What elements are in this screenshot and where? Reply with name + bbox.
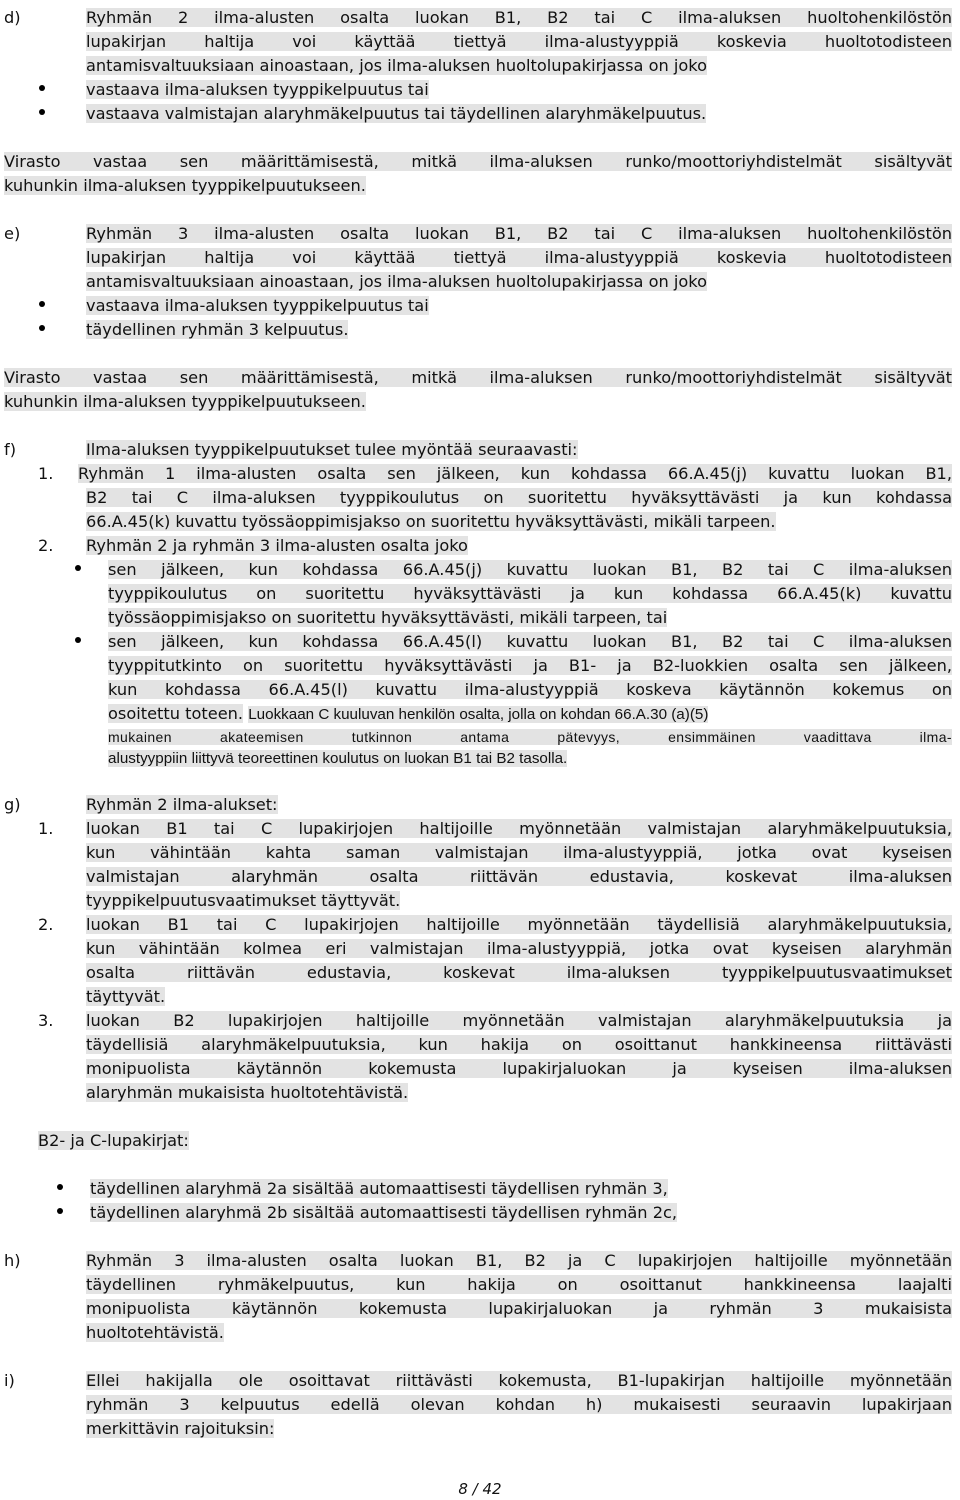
section-i-line: Ellei hakijalla ole osoittavat riittävästi kokemusta, B1-lupakirjan haltijoille myönnetään (86, 1371, 952, 1390)
section-f-bullet1-line: työssäoppimisjakso on suoritettu hyväksyttävästi, mikäli tarpeen, tai (108, 608, 668, 627)
section-f-item2-heading: Ryhmän 2 ja ryhmän 3 ilma-alusten osalta joko (86, 536, 468, 555)
section-g-item-line: tyyppikelpuutusvaatimukset täyttyvät. (86, 891, 401, 910)
section-f-item1-line: 66.A.45(k) kuvattu työssäoppimisjakso on suoritettu hyväksyttävästi, mikäli tarpeen. (86, 512, 776, 531)
list-number: 2. (38, 536, 54, 555)
bullet-icon (39, 85, 45, 91)
page-number: 8 / 42 (458, 1480, 502, 1498)
section-d-note: Virasto vastaa sen määrittämisestä, mitkä ilma-aluksen runko/moottoriyhdistelmät sisältyvät (4, 152, 952, 171)
section-f-bullet2-line: mukainen akateemisen tutkinnon antama pätevyys, ensimmäinen vaadittava ilma- (108, 729, 952, 745)
section-g-item-line: täyttyvät. (86, 987, 166, 1006)
section-e-bullet: vastaava ilma-aluksen tyyppikelpuutus tai (86, 296, 429, 315)
section-d-line: lupakirjan haltija voi käyttää tiettyä ilma-alustyyppiä koskevia huoltotodisteen (86, 32, 952, 51)
section-label-f: f) (4, 440, 17, 459)
section-d-line: antamisvaltuuksiaan ainoastaan, jos ilma-aluksen huoltolupakirjassa on joko (86, 56, 707, 75)
section-e-note: Virasto vastaa sen määrittämisestä, mitkä ilma-aluksen runko/moottoriyhdistelmät sisältyvät (4, 368, 952, 387)
section-g-item-line: kun vähintään kolmea eri valmistajan ilma-alustyyppiä, jotka ovat kyseisen alaryhmän (86, 939, 952, 958)
section-label-g: g) (4, 795, 21, 814)
bullet-icon (39, 325, 45, 331)
section-i-line: ryhmän 3 kelpuutus edellä olevan kohdan h) mukaisesti seuraavin lupakirjaan (86, 1395, 952, 1414)
section-f-bullet1-line: tyyppikoulutus on suoritettu hyväksyttävästi ja kun kohdassa 66.A.45(k) kuvattu (108, 584, 952, 603)
section-h-line: täydellinen ryhmäkelpuutus, kun hakija on osoittanut hankkineensa laajalti (86, 1275, 952, 1294)
section-g-item-line: monipuolista käytännön kokemusta lupakirjaluokan ja kyseisen ilma-aluksen (86, 1059, 952, 1078)
section-label-h: h) (4, 1251, 21, 1270)
list-number: 3. (38, 1011, 54, 1030)
section-g-item-line: valmistajan alaryhmän osalta riittävän edustavia, koskevat ilma-aluksen (86, 867, 952, 886)
section-g-item-line: luokan B2 lupakirjojen haltijoille myönnetään valmistajan alaryhmäkelpuutuksia ja (86, 1011, 952, 1030)
section-d-line: Ryhmän 2 ilma-alusten osalta luokan B1, B2 tai C ilma-aluksen huoltohenkilöstön (86, 8, 952, 27)
section-f-bullet2-line: tyyppitutkinto on suoritettu hyväksyttävästi ja B1- ja B2-luokkien osalta sen jälkeen, (108, 656, 952, 675)
section-f-bullet2-line: alustyyppiin liittyvä teoreettinen koulutus on luokan B1 tai B2 tasolla. (108, 750, 568, 767)
section-e-line: lupakirjan haltija voi käyttää tiettyä ilma-alustyyppiä koskevia huoltotodisteen (86, 248, 952, 267)
section-f-bullet2-line: kun kohdassa 66.A.45(l) kuvattu ilma-alustyyppiä koskeva käytännön kokemus on (108, 680, 952, 699)
section-h-line: Ryhmän 3 ilma-alusten osalta luokan B1, B2 ja C lupakirjojen haltijoille myönnetään (86, 1251, 952, 1270)
section-h-line: monipuolista käytännön kokemusta lupakirjaluokan ja ryhmän 3 mukaisista (86, 1299, 952, 1318)
bullet-icon (75, 565, 81, 571)
section-f-item1-line: B2 tai C ilma-aluksen tyyppikoulutus on suoritettu hyväksyttävästi ja kun kohdassa (86, 488, 952, 507)
list-number: 1. (38, 464, 54, 483)
section-f-bullet1-line: sen jälkeen, kun kohdassa 66.A.45(j) kuvattu luokan B1, B2 tai C ilma-aluksen (108, 560, 952, 579)
section-e-line: antamisvaltuuksiaan ainoastaan, jos ilma-aluksen huoltolupakirjassa on joko (86, 272, 707, 291)
section-d-note: kuhunkin ilma-aluksen tyyppikelpuutukseen. (4, 176, 366, 195)
section-g-item-line: luokan B1 tai C lupakirjojen haltijoille myönnetään täydellisiä alaryhmäkelpuutuksia, (86, 915, 952, 934)
b2c-bullet: täydellinen alaryhmä 2b sisältää automaattisesti täydellisen ryhmän 2c, (90, 1203, 678, 1222)
bullet-icon (39, 301, 45, 307)
section-e-line: Ryhmän 3 ilma-alusten osalta luokan B1, B2 tai C ilma-aluksen huoltohenkilöstön (86, 224, 952, 243)
section-f-bullet2-line: sen jälkeen, kun kohdassa 66.A.45(l) kuvattu luokan B1, B2 tai C ilma-aluksen (108, 632, 952, 651)
b2c-heading: B2- ja C-lupakirjat: (38, 1131, 189, 1150)
bullet-icon (57, 1208, 63, 1214)
list-number: 1. (38, 819, 54, 838)
section-g-item-line: kun vähintään kahta saman valmistajan ilma-alustyyppiä, jotka ovat kyseisen (86, 843, 952, 862)
section-label-d: d) (4, 8, 21, 27)
bullet-icon (39, 109, 45, 115)
section-i-line: merkittävin rajoituksin: (86, 1419, 275, 1438)
section-e-bullet: täydellinen ryhmän 3 kelpuutus. (86, 320, 349, 339)
section-g-item-line: täydellisiä alaryhmäkelpuutuksia, kun hakija on osoittanut hankkineensa riittävästi (86, 1035, 952, 1054)
section-g-item-line: osalta riittävän edustavia, koskevat ilma-aluksen tyyppikelpuutusvaatimukset (86, 963, 952, 982)
section-label-e: e) (4, 224, 21, 243)
bullet-icon (75, 637, 81, 643)
section-h-line: huoltotehtävistä. (86, 1323, 224, 1342)
section-e-note: kuhunkin ilma-aluksen tyyppikelpuutukseen. (4, 392, 366, 411)
section-f-bullet2-line: osoitettu toteen. Luokkaan C kuuluvan henkilön osalta, jolla on kohdan 66.A.30 (a)(5) (108, 704, 709, 723)
section-f-heading: Ilma-aluksen tyyppikelpuutukset tulee myöntää seuraavasti: (86, 440, 578, 459)
bullet-icon (57, 1184, 63, 1190)
section-f-item1-line: Ryhmän 1 ilma-alusten osalta sen jälkeen, kun kohdassa 66.A.45(j) kuvattu luokan B1, (78, 464, 952, 483)
list-number: 2. (38, 915, 54, 934)
section-g-item-line: alaryhmän mukaisista huoltotehtävistä. (86, 1083, 409, 1102)
section-d-bullet: vastaava ilma-aluksen tyyppikelpuutus tai (86, 80, 429, 99)
section-d-bullet: vastaava valmistajan alaryhmäkelpuutus tai täydellinen alaryhmäkelpuutus. (86, 104, 707, 123)
section-g-item-line: luokan B1 tai C lupakirjojen haltijoille myönnetään valmistajan alaryhmäkelpuutuksia, (86, 819, 952, 838)
b2c-bullet: täydellinen alaryhmä 2a sisältää automaattisesti täydellisen ryhmän 3, (90, 1179, 668, 1198)
section-g-heading: Ryhmän 2 ilma-alukset: (86, 795, 278, 814)
section-label-i: i) (4, 1371, 15, 1390)
